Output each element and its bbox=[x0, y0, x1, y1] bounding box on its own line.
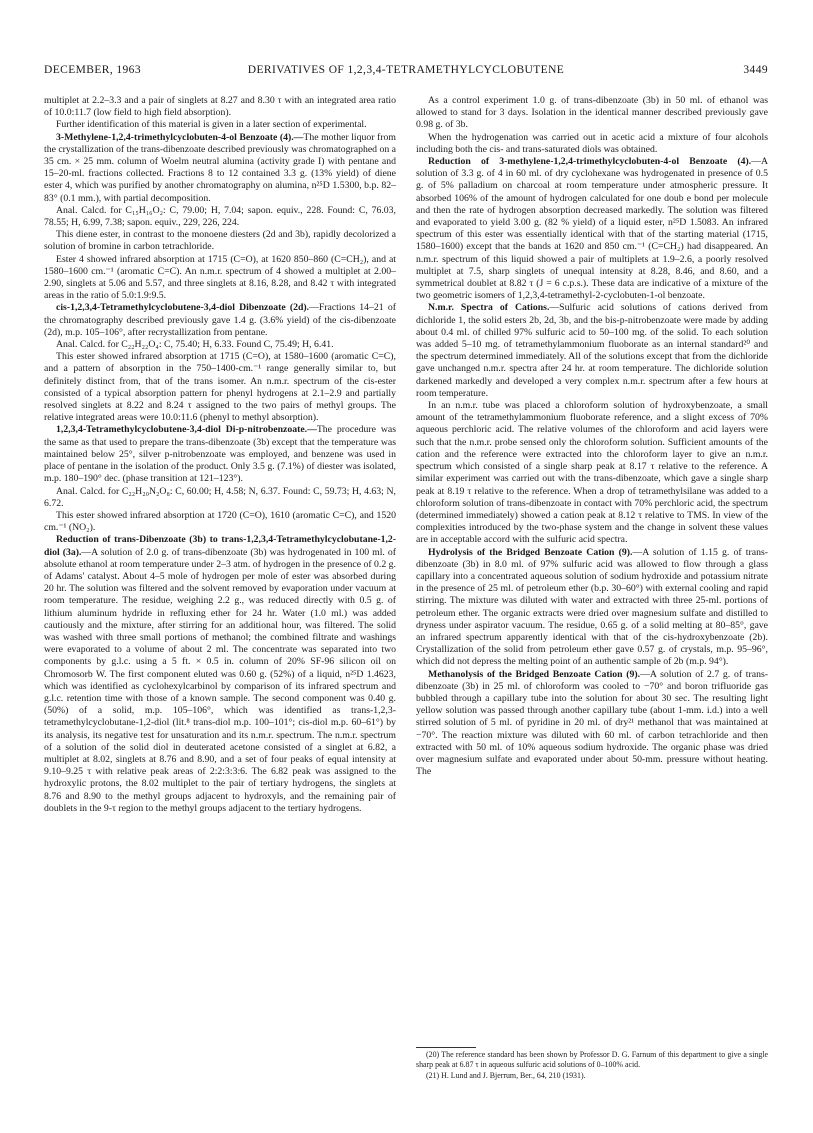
section-heading: Methanolysis of the Bridged Benzoate Cation (9). bbox=[428, 668, 641, 680]
paragraph-text: —A solution of 2.0 g. of trans-dibenzoate (3b) was hydrogenated in 100 ml. of absolute ethanol at room temperature under 2–3 atm. of hydrogen in the presence of 0.2 g. of Adams' catalyst. About 4–5 mole of hydrogen per mole of ester was absorbed during 20 hr. The solution was filtered and the solvent removed by evaporation under vacuum at room temperature. The residue, weighing 2.2 g., was reduced directly with 0.5 g. of lithium aluminum hydride in refluxing ether for 24 hr. Water (1.0 ml.) was added cautiously and the mixture, after stirring for an additional hour, was filtered. The solid was washed with three small portions of methanol; the combined filtrate and washings were evaporated to a volume of about 2 ml. The concentrate was separated into two components by g.l.c. using a 5 ft. × 0.5 in. column of 20% SF-96 silicon oil on Chromosorb W. The first component eluted was 0.60 g. (52%) of a liquid, n²⁵D 1.4623, which was identified as cyclohexylcarbinol by comparison of its infrared spectrum and g.l.c. retention time with those of a known sample. The second component was 0.40 g. (50%) of a solid, m.p. 105–106°, which was identified as trans-1,2,3-tetramethylcyclobutane-1,2-diol (lit.⁸ trans-diol m.p. 100–101°; cis-diol m.p. 60–61°) by its analysis, its negative test for unsaturation and its n.m.r. spectrum. The n.m.r. spectrum of a solution of the solid diol in deuterated acetone consisted of a singlet at 6.82, a multiplet at 8.02, singlets at 8.76 and 8.90, and a set of four peaks of equal intensity at 9.10–9.25 τ with relative peak areas of 2:2:3:3:6. The 6.82 peak was assigned to the hydroxylic protons, the 8.02 multiplet to the pair of tertiary hydrogens, the singlets at 8.76 and 8.90 to the methyl groups adjacent to hydroxyls, and the remaining pair of doublets in the 9-τ region to the methyl groups adjacent to the tertiary hydrogens. bbox=[44, 546, 396, 814]
paragraph-text: Anal. Calcd. for C₁₅H₁₆O₂: C, 79.00; H, 7.04; sapon. equiv., 228. Found: C, 76.03, 78.55; H, 6.99, 7.38; sapon. equiv., 229, 226, 224. bbox=[44, 204, 396, 229]
paragraph-text: This ester showed infrared absorption at 1715 (C=O), at 1580–1600 (aromatic C=C), and a pattern of absorption in the 750–1400-cm.⁻¹ range generally similar to, but definitely distinct from, that of the trans isomer. An n.m.r. spectrum of the cis-ester consisted of a typical absorption pattern for phenyl hydrogens at 2.1–2.9 and partially resolved singlets at 8.22 and 8.24 τ assigned to the two pairs of methyl groups. The relative integrated areas were 10.0:11.6 (phenyl to methyl absorption). bbox=[44, 351, 396, 424]
right-column bbox=[416, 95, 768, 778]
header-date: DECEMBER, 1963 bbox=[44, 64, 141, 76]
section-heading: 3-Methylene-1,2,4-trimethylcyclobuten-4-ol Benzoate (4).— bbox=[56, 131, 304, 143]
paragraph bbox=[44, 302, 396, 339]
paragraph bbox=[44, 510, 396, 534]
paragraph-text: —Fractions 14–21 of the chromatography described previously gave 1.4 g. (3.6% yield) of the cis-dibenzoate (2d), m.p. 105–106°, after recrystallization from pentane. bbox=[44, 302, 396, 338]
running-header bbox=[44, 64, 768, 80]
paragraph-text: The mother liquor from the crystallization of the trans-dibenzoate described previously was chromatographed on a 35 cm. × 25 mm. column of Woelm neutral alumina (activity grade I) with pentane and 15–20-ml. fractions collected. Fractions 8 to 12 contained 3.3 g. (13% yield) of diene ester 4, which was purified by another chromatography on alumina, n²⁵D 1.5300, b.p. 82–83° (0.1 mm.), with partial decomposition. bbox=[44, 131, 396, 204]
paragraph bbox=[44, 534, 396, 815]
paragraph-text: Ester 4 showed infrared absorption at 1715 (C=O), at 1620 850–860 (C=CH₂), and at 1580–1600 cm.⁻¹ (aromatic C=C). An n.m.r. spectrum of 4 showed a multiplet at 2.00–2.90, singlets at 5.06 and 5.57, and three singlets at 8.16, 8.28, and 8.42 τ with integrated areas in the ratio of 5.0:1.9:9.5. bbox=[44, 253, 396, 302]
footnote-21: (21) H. Lund and J. Bjerrum, Ber., 64, 210 (1931). bbox=[426, 1070, 586, 1080]
section-heading: Hydrolysis of the Bridged Benzoate Cation (9). bbox=[428, 546, 633, 558]
paragraph-text: Anal. Calcd. for C₂₂H₂₀N₂O₈: C, 60.00; H, 4.58; N, 6.37. Found: C, 59.73; H, 4.63; N, 6.72. bbox=[44, 485, 396, 509]
header-title: DERIVATIVES OF 1,2,3,4-TETRAMETHYLCYCLOBUTENE bbox=[247, 64, 565, 76]
paragraph bbox=[44, 229, 396, 253]
footnotes bbox=[416, 1050, 768, 1081]
paragraph bbox=[416, 400, 768, 546]
paragraph bbox=[416, 95, 768, 132]
paragraph bbox=[416, 669, 768, 779]
paragraph bbox=[44, 424, 396, 485]
paragraph-text: Further identification of this material is given in a later section of experimental. bbox=[56, 119, 367, 131]
paragraph bbox=[44, 486, 396, 510]
section-heading: cis-1,2,3,4-Tetramethylcyclobutene-3,4-diol Dibenzoate (2d). bbox=[56, 302, 310, 314]
paragraph-text: multiplet at 2.2–3.3 and a pair of singlets at 8.27 and 8.30 τ with an integrated area ratio of 10.0:11.7 (low field to high field absorption). bbox=[44, 95, 396, 119]
paragraph-text: This diene ester, in contrast to the monoene diesters (2d and 3b), rapidly decolorized a solution of bromine in carbon tetrachloride. bbox=[44, 229, 396, 253]
section-heading: N.m.r. Spectra of Cations. bbox=[428, 302, 550, 314]
section-heading: Reduction of 3-methylene-1,2,4-trimethylcyclobuten-4-ol Benzoate (4). bbox=[428, 156, 752, 168]
paragraph-text: When the hydrogenation was carried out in acetic acid a mixture of four alcohols including both the cis- and trans-saturated diols was obtained. bbox=[416, 131, 768, 155]
paragraph bbox=[44, 95, 396, 119]
left-column bbox=[44, 95, 396, 815]
paragraph-text: —Sulfuric acid solutions of cations derived from dichloride 1, the solid esters 2b, 2d, 3b, and the bis-p-nitrobenzoate were made by adding about 0.4 ml. of chilled 97% sulfuric acid to 50–100 mg. of the solid. To each solution was added 5–10 mg. of tetramethylammonium fluoborate as an internal standard²⁰ and the spectrum determined immediately. All of the solutions except that from the dichloride gave unchanged n.m.r. spectra after 24 hr. at room temperature. The dichloride solution darkened markedly and developed a very complex n.m.r. spectrum after a few hours at room temperature. bbox=[416, 302, 768, 399]
paragraph bbox=[44, 132, 396, 205]
paragraph bbox=[44, 205, 396, 229]
section-heading: Reduction of trans-Dibenzoate (3b) to trans-1,2,3,4-Tetramethylcyclobutane-1,2-diol (3a). bbox=[44, 534, 396, 558]
paragraph bbox=[416, 302, 768, 400]
page-number: 3449 bbox=[743, 64, 768, 76]
paragraph bbox=[416, 547, 768, 669]
paragraph-text: —A solution of 2.7 g. of trans-dibenzoate (3b) in 25 ml. of chloroform was cooled to −70° and boron trifluoride gas bubbled through a capillary tube into the solution for about 30 sec. The resulting light yellow solution was passed through another capillary tube (about 1-mm. i.d.) into a well stirred solution of 5 ml. of pyridine in 20 ml. of dry²¹ methanol that was maintained at −70°. The reaction mixture was diluted with 60 ml. of carbon tetrachloride and then extracted with 50 ml. of 10% aqueous sodium hydroxide. The organic phase was dried over magnesium sulfate and evaporated under about 50-mm. pressure without heating. The bbox=[416, 668, 768, 778]
paragraph-text: This ester showed infrared absorption at 1720 (C=O), 1610 (aromatic C=C), and 1520 cm.⁻¹ (NO₂). bbox=[44, 509, 396, 534]
paragraph-text: Anal. Calcd. for C₂₂H₂₂O₄: C, 75.40; H, 6.33. Found C, 75.49; H, 6.41. bbox=[56, 339, 334, 351]
paragraph bbox=[416, 132, 768, 156]
paragraph-text: —A solution of 1.15 g. of trans-dibenzoate (3b) in 8.0 ml. of 97% sulfuric acid was allowed to flow through a glass capillary into a concentrated aqueous solution of sodium hydroxide and potassium nitrate in the presence of 25 ml. of petroleum ether (b.p. 30–60°) with external cooling and rapid stirring. The mixture was diluted with water and extracted with three 25-ml. portions of petroleum ether. The organic extracts were dried over magnesium sulfate and distilled to dryness under aspirator vacuum. The residue, 0.65 g. of a solid melting at 80–85°, gave an infrared spectrum apparently identical with that of the cis-hydroxybenzoate (2b). Crystallization of the solid from petroleum ether gave 0.57 g. of crystals, m.p. 95–96°, which did not depress the melting point of an authentic sample of 2b (m.p. 94°). bbox=[416, 546, 768, 668]
paragraph-text: —A solution of 3.3 g. of 4 in 60 ml. of dry cyclohexane was hydrogenated in presence of 0.5 g. of 5% palladium on charcoal at room temperature under atmospheric pressure. It absorbed 106% of the amount of hydrogen calculated for one doub e bond per molecule and then the rate of hydrogen absorption decreased markedly. The solution was filtered and evaporated to yield 3.00 g. (82 % yield) of a liquid ester, n²⁵D 1.5083. An infrared spectrum of this ester was essentially identical with that of the starting material (1715, 1580–1600) except that the bands at 1620 and 850 cm.⁻¹ (C=CH₂) had disappeared. An n.m.r. spectrum of this liquid showed a pair of multiplets at 1.9–2.6, a poorly resolved multiplet at 7.5, sharp singlets of unequal intensity at 8.28, 8.46, and 8.60, and a symmetrical doublet at 8.82 τ (J = 6 c.p.s.). These data are indicative of a mixture of the two geometric isomers of 1,2,3,4-tetramethyl-2-cyclobuten-1-ol benzoate. bbox=[416, 156, 768, 302]
paragraph-text: In an n.m.r. tube was placed a chloroform solution of hydroxybenzoate, a small amount of the tetramethylammonium fluoborate reference, and a slight excess of 70% aqueous perchloric acid. The relative volumes of the chloroform and acid layers were such that the n.m.r. probe sensed only the chloroform solution. Sufficient amounts of the cation and the reference were extracted into the chloroform layer to give an n.m.r. spectrum which consisted of a single sharp peak at 8.17 τ relative to the reference. A similar experiment was carried out with the trans-dibenzoate, which gave a single sharp peak at 8.19 τ relative to the reference. When a drop of tetramethylsilane was added to a chloroform solution of trans-dibenzoate in contact with 70% perchloric acid, the spectrum (determined immediately) showed a cation peak at 8.12 τ relative to TMS. In view of the complexities introduced by the two-phase system and the change in solvent these values are in acceptable accord with the sulfuric acid spectra. bbox=[416, 400, 768, 546]
paragraph bbox=[44, 339, 396, 351]
footnote-20: (20) The reference standard has been shown by Professor D. G. Farnum of this department to give a single sharp peak at 6.87 τ in aqueous sulfuric acid solutions of 0–100% acid. bbox=[416, 1050, 768, 1070]
paragraph bbox=[416, 156, 768, 302]
paragraph-text: As a control experiment 1.0 g. of trans-dibenzoate (3b) in 50 ml. of ethanol was allowed to stand for 3 days. Isolation in the identical manner described previously gave 0.98 g. of 3b. bbox=[416, 95, 768, 131]
paragraph-text: The procedure was the same as that used to prepare the trans-dibenzoate (3b) except that the temperature was maintained below 25°, silver p-nitrobenzoate was employed, and benzene was used in place of pentane in the isolation of the product. Only 3.5 g. (7.1%) of diester was isolated, m.p. 180–190° dec. (phase transition at 121–123°). bbox=[44, 424, 396, 485]
footnote-rule bbox=[416, 1047, 476, 1048]
paragraph bbox=[44, 254, 396, 303]
paragraph bbox=[44, 351, 396, 424]
section-heading: 1,2,3,4-Tetramethylcyclobutene-3,4-diol Di-p-nitrobenzoate.— bbox=[56, 424, 317, 436]
paragraph bbox=[44, 119, 396, 131]
